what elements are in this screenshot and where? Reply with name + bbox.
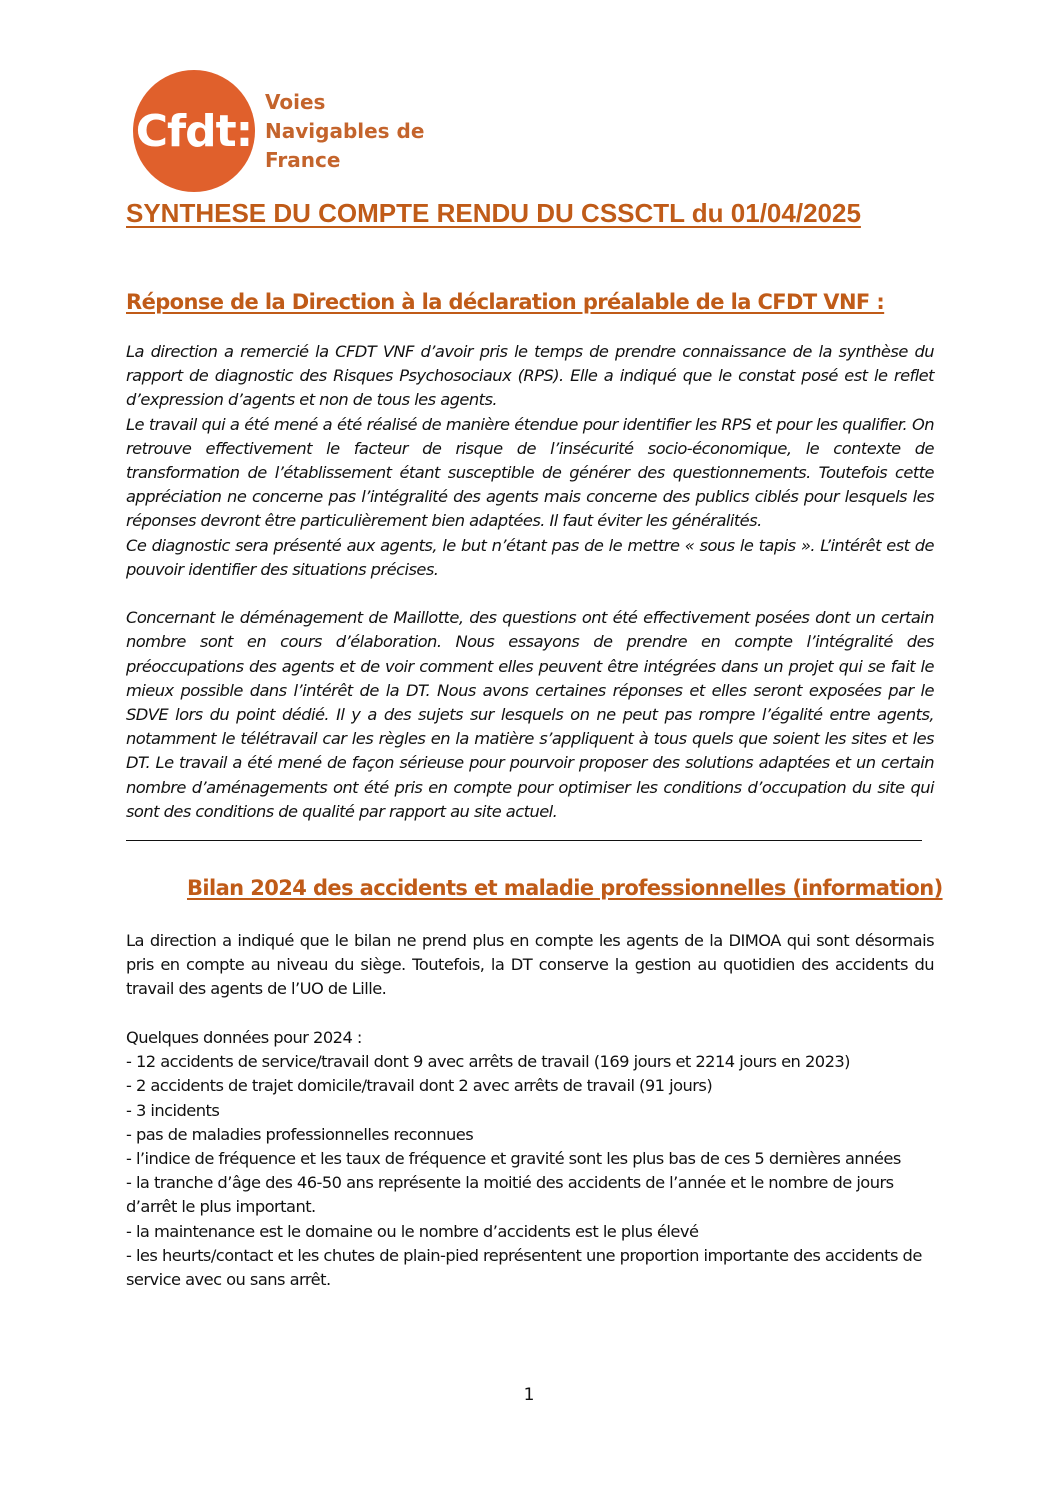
list-title: Quelques données pour 2024 : — [126, 1028, 362, 1047]
document-title: SYNTHESE DU COMPTE RENDU DU CSSCTL du 01/04/2025 — [126, 198, 861, 228]
section-heading-direction-response: Réponse de la Direction à la déclaration préalable de la CFDT VNF : — [126, 290, 885, 314]
accidents-data-list — [126, 1026, 934, 1292]
list-item: - 12 accidents de service/travail dont 9 avec arrêts de travail (169 jours et 2214 jours en 2023) — [126, 1052, 850, 1072]
paragraph: La direction a remercié la CFDT VNF d’avoir pris le temps de prendre connaissance de la synthèse du rapport de diagnostic des Risques Psychosociaux (RPS). Elle a indiqué que le constat posé est le reflet d’expression d’agents et non de tous les agents. — [126, 342, 934, 410]
list-item: - l’indice de fréquence et les taux de fréquence et gravité sont les plus bas de ces 5 dernières années — [126, 1149, 901, 1169]
logo-line: France — [265, 147, 341, 172]
section-divider — [126, 840, 922, 841]
section-heading-accidents-2024: Bilan 2024 des accidents et maladie professionnelles (information) — [187, 876, 943, 900]
page-number: 1 — [523, 1385, 535, 1405]
paragraph: Concernant le déménagement de Maillotte, des questions ont été effectivement posées dont un certain nombre sont en cours d’élaboration. Nous essayons de prendre en compte l’intégralité des préoccupations des agents et de voir comment elles peuvent être intégrées dans un projet qui se fait le mieux possible dans l’intérêt de la DT. Nous avons certaines réponses et elles seront exposées par le SDVE lors du point dédié. Il y a des sujets sur lesquels on ne peut pas rompre l’égalité entre agents, notamment le télétravail car les règles en la matière s’appliquent à tous quels que soient les sites et les DT. Le travail a été mené de façon sérieuse pour pourvoir proposer des solutions adaptées et un certain nombre d’aménagements ont été pris en compte pour optimiser les conditions d’occupation du site qui sont des conditions de qualité par rapport au site actuel. — [126, 608, 934, 821]
cfdt-logo-circle — [133, 70, 255, 192]
paragraph: La direction a indiqué que le bilan ne prend plus en compte les agents de la DIMOA qui sont désormais pris en compte au niveau du siège. Toutefois, la DT conserve la gestion au quotidien des accidents du travail des agents de l’UO de Lille. — [126, 931, 934, 999]
logo-line: Voies — [265, 89, 326, 114]
cfdt-logo — [133, 70, 424, 192]
paragraph: Le travail qui a été mené a été réalisé de manière étendue pour identifier les RPS et pour les qualifier. On retrouve effectivement le facteur de risque de l’insécurité socio-économique, le contexte de transformation de l’établissement étant susceptible de générer des questionnements. Toutefois cette appréciation ne concerne pas l’intégralité des agents mais concerne des publics ciblés pour lesquels les réponses devront être particulièrement bien adaptées. Il faut éviter les généralités. — [126, 414, 934, 531]
paragraph: Ce diagnostic sera présenté aux agents, le but n’étant pas de le mettre « sous le tapis ». L’intérêt est de pouvoir identifier des situations précises. — [126, 535, 934, 579]
list-item: - les heurts/contact et les chutes de plain-pied représentent une proportion importante des accidents de service avec ou sans arrêt. — [126, 1245, 922, 1290]
list-item: - 2 accidents de trajet domicile/travail dont 2 avec arrêts de travail (91 jours) — [126, 1076, 713, 1096]
list-item: - pas de maladies professionnelles reconnues — [126, 1124, 474, 1144]
cfdt-logo-mark: Cfdt: — [135, 105, 253, 157]
section-accidents-intro — [126, 929, 934, 1002]
list-item: - 3 incidents — [126, 1100, 220, 1120]
section-direction-response-body — [126, 340, 934, 824]
logo-organization-name — [265, 88, 424, 175]
logo-line: Navigables de — [265, 118, 425, 143]
list-item: - la maintenance est le domaine ou le nombre d’accidents est le plus élevé — [126, 1221, 699, 1241]
list-item: - la tranche d’âge des 46-50 ans représente la moitié des accidents de l’année et le nombre de jours d’arrêt le plus important. — [126, 1173, 894, 1217]
